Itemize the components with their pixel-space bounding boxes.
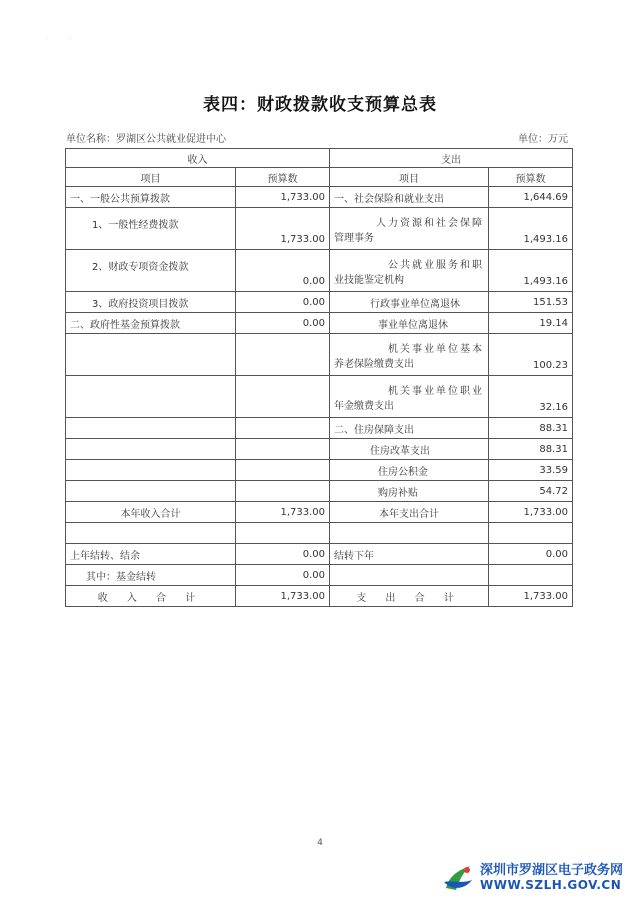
expense-item: 购房补贴 [330, 481, 489, 502]
income-value-empty [236, 481, 330, 502]
table-row [66, 481, 573, 502]
year-total-row [66, 502, 573, 523]
expense-item: 一、社会保险和就业支出 [330, 187, 489, 208]
table-row [66, 334, 573, 376]
blank-cell [236, 523, 330, 544]
income-item: 二、政府性基金预算拨款 [66, 313, 236, 334]
header-row-columns [66, 168, 573, 187]
income-item-empty [66, 334, 236, 376]
blank-row [66, 523, 573, 544]
income-budget-header: 预算数 [236, 168, 330, 187]
carryover-row [66, 544, 573, 565]
unit-name: 单位名称：罗湖区公共就业促进中心 [66, 134, 226, 145]
income-item-header: 项目 [66, 168, 236, 187]
expense-item-line1: 机关事业单位职业 [388, 385, 484, 397]
income-value-empty [236, 460, 330, 481]
expense-value: 19.14 [489, 313, 573, 334]
income-item-empty [66, 376, 236, 418]
expense-item: 二、住房保障支出 [330, 418, 489, 439]
expense-item-line1: 机关事业单位基本 [388, 343, 484, 355]
fund-carryover-value: 0.00 [236, 565, 330, 586]
table-row [66, 418, 573, 439]
unit-label: 单位：万元 [518, 134, 568, 145]
table-row [66, 376, 573, 418]
table-row [66, 292, 573, 313]
fund-carryover-row [66, 565, 573, 586]
income-value: 0.00 [236, 250, 330, 292]
year-expense-value: 1,733.00 [489, 502, 573, 523]
blank-cell [489, 565, 573, 586]
expense-value: 88.31 [489, 439, 573, 460]
expense-item: 行政事业单位离退休 [330, 292, 489, 313]
expense-item [330, 250, 489, 292]
income-item-empty [66, 439, 236, 460]
budget-table [65, 148, 573, 607]
header-row-sections [66, 149, 573, 168]
expense-total-value: 1,733.00 [489, 586, 573, 607]
fund-carryover-label: 其中：基金结转 [66, 565, 236, 586]
expense-value: 151.53 [489, 292, 573, 313]
income-item: 1、一般性经费拨款 [66, 208, 236, 250]
expense-item-line2: 管理事务 [334, 232, 374, 244]
expense-value: 100.23 [489, 334, 573, 376]
income-item: 2、财政专项资金拨款 [66, 250, 236, 292]
expense-item-line1: 公共就业服务和职 [388, 259, 484, 271]
income-item: 一、一般公共预算拨款 [66, 187, 236, 208]
logo-cn-text: 深圳市罗湖区电子政务网 [480, 863, 624, 879]
income-value-empty [236, 376, 330, 418]
expense-item [330, 376, 489, 418]
expense-budget-header: 预算数 [489, 168, 573, 187]
table-row [66, 187, 573, 208]
expense-value: 1,644.69 [489, 187, 573, 208]
table-row [66, 250, 573, 292]
income-value: 0.00 [236, 313, 330, 334]
expense-item: 住房公积金 [330, 460, 489, 481]
expense-value: 54.72 [489, 481, 573, 502]
table-row [66, 460, 573, 481]
income-value: 1,733.00 [236, 208, 330, 250]
expense-item-line2: 业技能鉴定机构 [334, 274, 404, 286]
page-title: 表四：财政拨款收支预算总表 [203, 95, 437, 115]
income-value-empty [236, 418, 330, 439]
site-logo [440, 860, 623, 896]
expense-value: 88.31 [489, 418, 573, 439]
blank-cell [330, 565, 489, 586]
expense-item [330, 334, 489, 376]
income-value-empty [236, 334, 330, 376]
carryover-value: 0.00 [236, 544, 330, 565]
income-item-empty [66, 418, 236, 439]
table-row [66, 208, 573, 250]
expense-value: 32.16 [489, 376, 573, 418]
expense-item-header: 项目 [330, 168, 489, 187]
table-row [66, 313, 573, 334]
next-year-label: 结转下年 [330, 544, 489, 565]
blank-cell [489, 523, 573, 544]
year-income-label: 本年收入合计 [66, 502, 236, 523]
income-total-label: 收 入 合 计 [66, 586, 236, 607]
blank-cell [330, 523, 489, 544]
year-income-value: 1,733.00 [236, 502, 330, 523]
income-header: 收入 [66, 149, 330, 168]
blank-cell [66, 523, 236, 544]
income-value-empty [236, 439, 330, 460]
table-row [66, 439, 573, 460]
next-year-value: 0.00 [489, 544, 573, 565]
expense-item: 住房改革支出 [330, 439, 489, 460]
expense-item-line2: 年金缴费支出 [334, 400, 394, 412]
expense-header: 支出 [330, 149, 573, 168]
income-item-empty [66, 481, 236, 502]
expense-item: 事业单位离退休 [330, 313, 489, 334]
scan-specks: · · [46, 36, 71, 43]
szlh-logo-icon [440, 860, 476, 896]
expense-total-label: 支 出 合 计 [330, 586, 489, 607]
grand-total-row [66, 586, 573, 607]
income-value: 1,733.00 [236, 187, 330, 208]
expense-value: 1,493.16 [489, 208, 573, 250]
income-value: 0.00 [236, 292, 330, 313]
page-number: 4 [317, 838, 323, 848]
year-expense-label: 本年支出合计 [330, 502, 489, 523]
expense-value: 33.59 [489, 460, 573, 481]
expense-item-line1: 人力资源和社会保障 [376, 217, 484, 229]
carryover-label: 上年结转、结余 [66, 544, 236, 565]
expense-value: 1,493.16 [489, 250, 573, 292]
income-item-empty [66, 460, 236, 481]
logo-en-text: WWW.SZLH.GOV.CN [480, 877, 622, 892]
income-item: 3、政府投资项目拨款 [66, 292, 236, 313]
expense-item [330, 208, 489, 250]
expense-item-line2: 养老保险缴费支出 [334, 358, 414, 370]
income-total-value: 1,733.00 [236, 586, 330, 607]
